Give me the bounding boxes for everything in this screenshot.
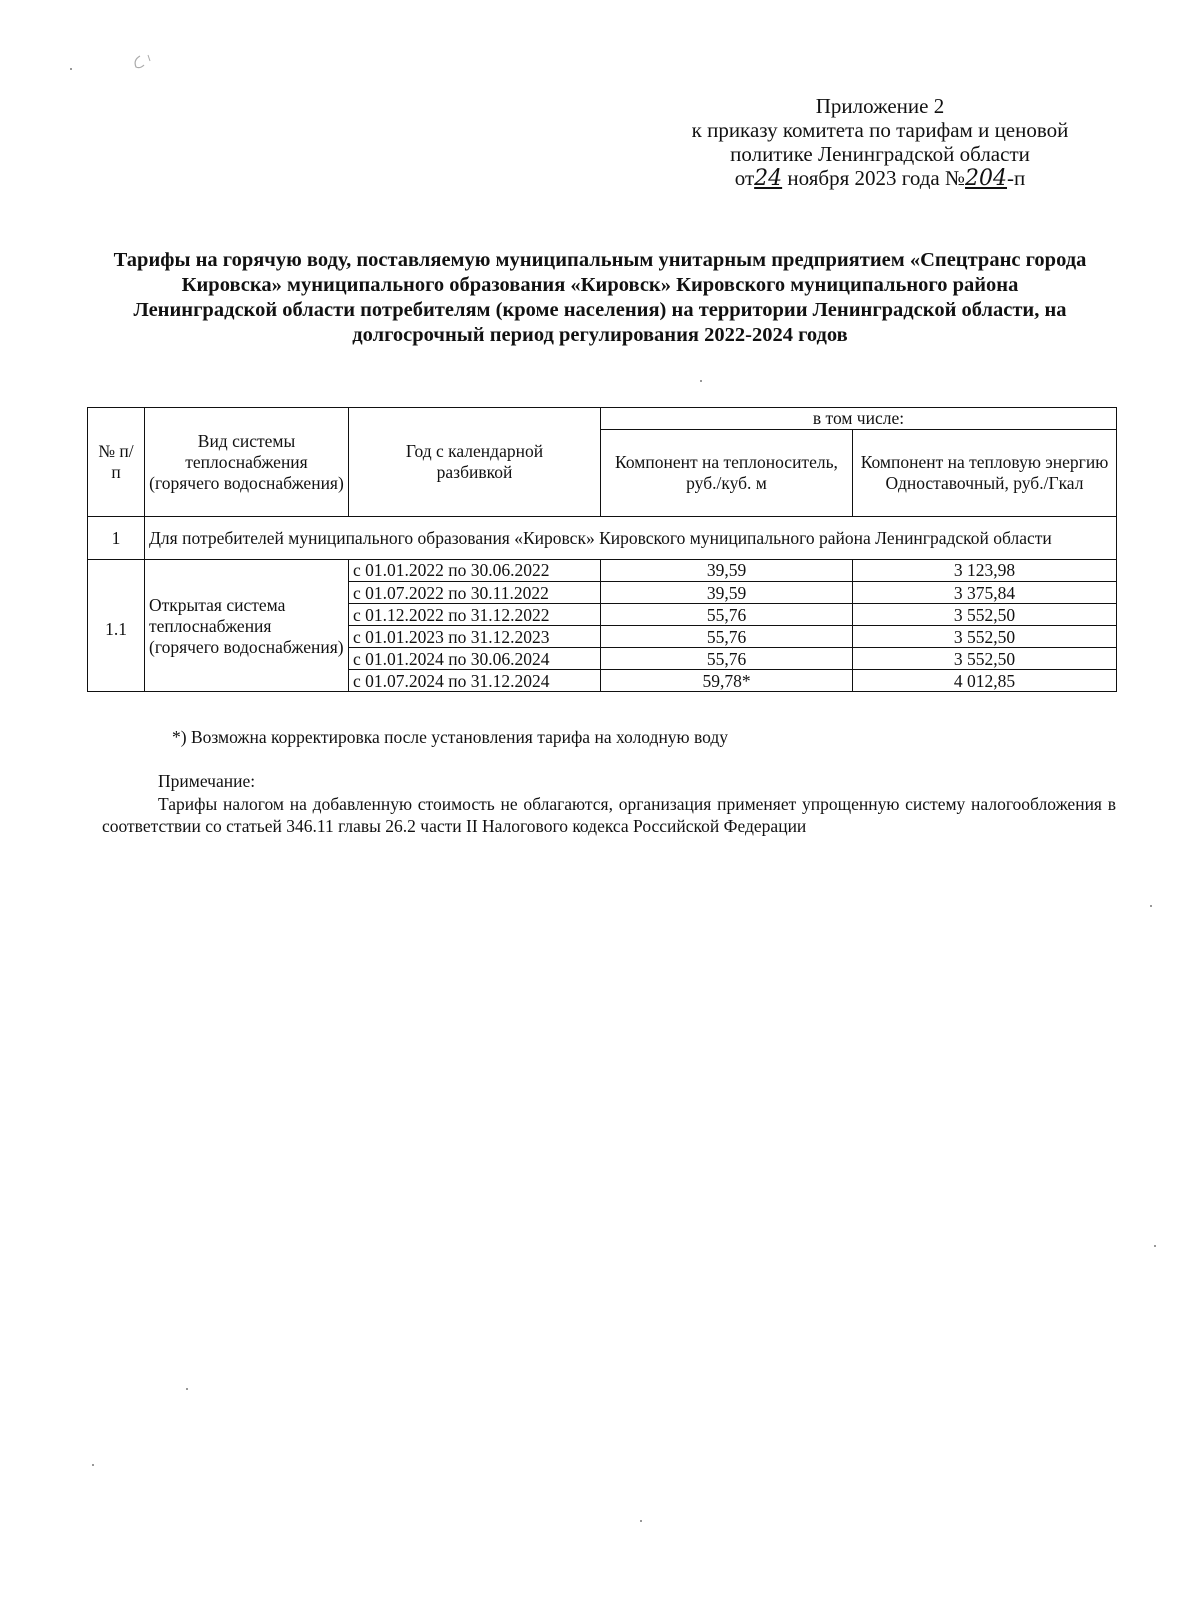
handwritten-day: 24 bbox=[754, 166, 783, 191]
header-carrier: Компонент на теплоноситель, руб./куб. м bbox=[601, 430, 853, 517]
header-energy-line-2: Одноставочный, руб./Гкал bbox=[885, 473, 1084, 493]
scan-speck bbox=[92, 1464, 94, 1466]
row-energy: 3 552,50 bbox=[853, 626, 1117, 648]
row-energy: 3 552,50 bbox=[853, 604, 1117, 626]
date-suffix: -п bbox=[1007, 166, 1026, 190]
scan-speck bbox=[1154, 1245, 1156, 1247]
header-year: Год с календарной разбивкой bbox=[349, 408, 601, 517]
note-label: Примечание: bbox=[158, 771, 256, 791]
row-period: с 01.07.2024 по 31.12.2024 bbox=[349, 670, 601, 692]
row-energy: 4 012,85 bbox=[853, 670, 1117, 692]
section-row bbox=[88, 517, 1117, 560]
section-label: Для потребителей муниципального образования «Кировск» Кировского муниципального района Ленинградской области bbox=[145, 517, 1117, 560]
document-title: Тарифы на горячую воду, поставляемую муниципальным унитарным предприятием «Спецтранс города Кировска» муниципального образования «Кировск» Кировского муниципального района Ленинградской области потребителям (кроме населения) на территории Ленинградской области, на долгосрочный период регулирования 2022-2024 годов bbox=[113, 249, 1087, 346]
scan-speck bbox=[700, 380, 702, 382]
row-period: с 01.07.2022 по 30.11.2022 bbox=[349, 582, 601, 604]
scan-speck bbox=[1150, 905, 1152, 907]
row-period: с 01.01.2022 по 30.06.2022 bbox=[349, 560, 601, 582]
appendix-date-line bbox=[640, 166, 1120, 191]
section-num: 1 bbox=[88, 517, 145, 560]
header-including: в том числе: bbox=[601, 408, 1117, 430]
row-energy: 3 552,50 bbox=[853, 648, 1117, 670]
row-carrier: 39,59 bbox=[601, 560, 853, 582]
row-energy: 3 123,98 bbox=[853, 560, 1117, 582]
row-period: с 01.12.2022 по 31.12.2022 bbox=[349, 604, 601, 626]
handwritten-number: 204 bbox=[965, 166, 1008, 191]
row-period: с 01.01.2024 по 30.06.2024 bbox=[349, 648, 601, 670]
row-period: с 01.01.2023 по 31.12.2023 bbox=[349, 626, 601, 648]
row-carrier: 59,78* bbox=[601, 670, 853, 692]
table-header-row bbox=[88, 408, 1117, 430]
group-system: Открытая система теплоснабжения (горячего водоснабжения) bbox=[145, 560, 349, 692]
scan-speck bbox=[640, 1520, 642, 1522]
appendix-header bbox=[640, 94, 1120, 191]
appendix-line-1: Приложение 2 bbox=[815, 94, 945, 118]
date-middle: ноября 2023 года № bbox=[782, 166, 966, 190]
scan-speck bbox=[186, 1388, 188, 1390]
scan-mark-icon bbox=[130, 52, 154, 72]
row-carrier: 55,76 bbox=[601, 604, 853, 626]
row-carrier: 39,59 bbox=[601, 582, 853, 604]
table-row bbox=[88, 560, 1117, 582]
header-energy-line-1: Компонент на тепловую энергию bbox=[860, 452, 1109, 472]
tariff-table bbox=[87, 407, 1117, 692]
footnote: *) Возможна корректировка после установления тарифа на холодную воду bbox=[172, 727, 729, 747]
group-num: 1.1 bbox=[88, 560, 145, 692]
header-num: № п/п bbox=[88, 408, 145, 517]
date-prefix: от bbox=[734, 166, 755, 190]
row-carrier: 55,76 bbox=[601, 648, 853, 670]
scan-speck bbox=[70, 68, 72, 70]
row-energy: 3 375,84 bbox=[853, 582, 1117, 604]
header-energy bbox=[853, 430, 1117, 517]
header-system-type: Вид системы теплоснабжения (горячего водоснабжения) bbox=[145, 408, 349, 517]
appendix-line-2: к приказу комитета по тарифам и ценовой bbox=[691, 118, 1069, 142]
note-text: Тарифы налогом на добавленную стоимость не облагаются, организация применяет упрощенную систему налогообложения в соответствии со статьей 346.11 главы 26.2 части II Налогового кодекса Российской Федерации bbox=[102, 794, 1116, 836]
row-carrier: 55,76 bbox=[601, 626, 853, 648]
appendix-line-3: политике Ленинградской области bbox=[730, 142, 1030, 166]
